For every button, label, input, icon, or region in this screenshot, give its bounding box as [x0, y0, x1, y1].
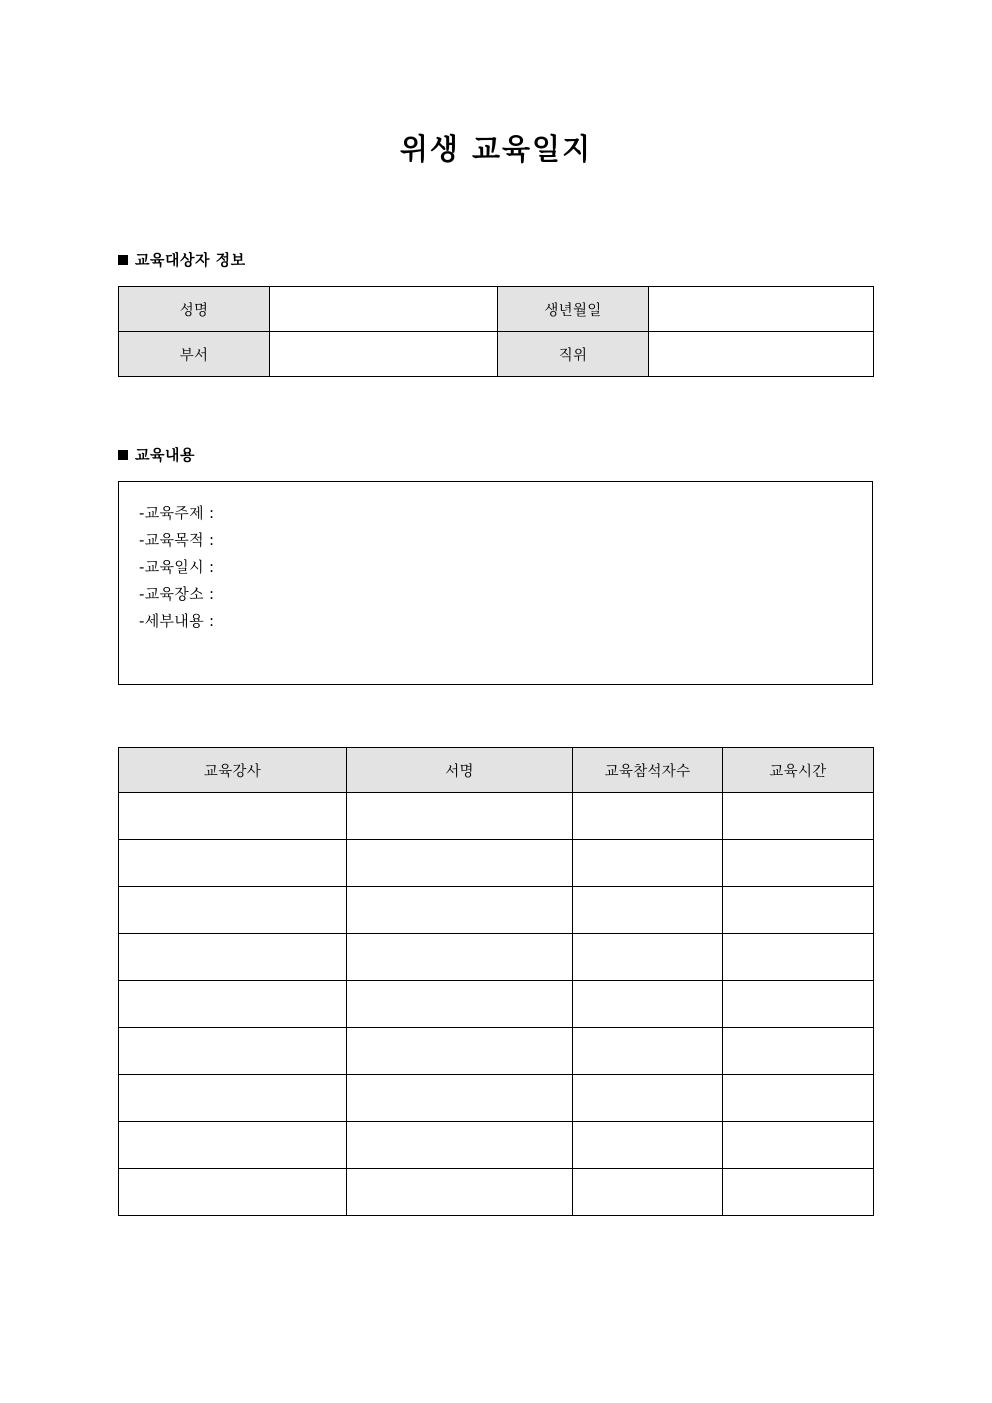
- column-header-instructor: 교육강사: [119, 748, 347, 793]
- section-heading-label: 교육대상자 정보: [135, 251, 246, 269]
- list-item: -교육장소 :: [139, 585, 215, 603]
- section-heading-education-content: [118, 444, 195, 465]
- input-cell-instructor[interactable]: [119, 1122, 347, 1169]
- column-header-signature: 서명: [347, 748, 573, 793]
- table-row: [119, 840, 874, 887]
- trainee-info-table: [118, 286, 874, 377]
- input-cell-education-hours[interactable]: [723, 793, 874, 840]
- instructor-log-table: [118, 747, 874, 1216]
- input-cell-instructor[interactable]: [119, 887, 347, 934]
- input-cell-education-hours[interactable]: [723, 840, 874, 887]
- table-row: [119, 332, 874, 377]
- table-row: [119, 1169, 874, 1216]
- table-row: [119, 934, 874, 981]
- column-header-education-hours: 교육시간: [723, 748, 874, 793]
- input-cell-education-hours[interactable]: [723, 1075, 874, 1122]
- bullet-square-icon: [118, 450, 128, 460]
- table-row: [119, 1028, 874, 1075]
- section-heading-trainee-info: [118, 249, 246, 270]
- input-cell-education-hours[interactable]: [723, 1028, 874, 1075]
- input-cell-instructor[interactable]: [119, 1028, 347, 1075]
- input-cell-attendee-count[interactable]: [573, 1169, 723, 1216]
- input-cell-department[interactable]: [270, 332, 498, 377]
- label-cell-position: 직위: [498, 332, 649, 377]
- input-cell-instructor[interactable]: [119, 840, 347, 887]
- label-cell-birthdate: 생년월일: [498, 287, 649, 332]
- input-cell-instructor[interactable]: [119, 934, 347, 981]
- input-cell-instructor[interactable]: [119, 1169, 347, 1216]
- table-header-row: [119, 748, 874, 793]
- section-heading-label: 교육내용: [135, 446, 195, 464]
- input-cell-signature[interactable]: [347, 981, 573, 1028]
- input-cell-signature[interactable]: [347, 934, 573, 981]
- table-row: [119, 981, 874, 1028]
- input-cell-signature[interactable]: [347, 1169, 573, 1216]
- input-cell-attendee-count[interactable]: [573, 1122, 723, 1169]
- bullet-square-icon: [118, 255, 128, 265]
- input-cell-attendee-count[interactable]: [573, 1075, 723, 1122]
- input-cell-attendee-count[interactable]: [573, 934, 723, 981]
- list-item: -교육주제 :: [139, 504, 215, 522]
- list-item: -세부내용 :: [139, 612, 215, 630]
- input-cell-signature[interactable]: [347, 793, 573, 840]
- input-cell-attendee-count[interactable]: [573, 887, 723, 934]
- education-content-box[interactable]: [118, 481, 873, 685]
- input-cell-birthdate[interactable]: [649, 287, 874, 332]
- input-cell-signature[interactable]: [347, 1122, 573, 1169]
- input-cell-signature[interactable]: [347, 840, 573, 887]
- input-cell-education-hours[interactable]: [723, 981, 874, 1028]
- input-cell-education-hours[interactable]: [723, 1169, 874, 1216]
- input-cell-signature[interactable]: [347, 887, 573, 934]
- education-content-line-list: [119, 482, 872, 635]
- input-cell-education-hours[interactable]: [723, 1122, 874, 1169]
- input-cell-name[interactable]: [270, 287, 498, 332]
- input-cell-signature[interactable]: [347, 1028, 573, 1075]
- table-row: [119, 793, 874, 840]
- list-item: -교육일시 :: [139, 558, 215, 576]
- input-cell-position[interactable]: [649, 332, 874, 377]
- input-cell-education-hours[interactable]: [723, 887, 874, 934]
- table-row: [119, 287, 874, 332]
- column-header-attendee-count: 교육참석자수: [573, 748, 723, 793]
- table-row: [119, 887, 874, 934]
- input-cell-instructor[interactable]: [119, 793, 347, 840]
- input-cell-attendee-count[interactable]: [573, 793, 723, 840]
- input-cell-attendee-count[interactable]: [573, 840, 723, 887]
- input-cell-education-hours[interactable]: [723, 934, 874, 981]
- input-cell-signature[interactable]: [347, 1075, 573, 1122]
- input-cell-instructor[interactable]: [119, 981, 347, 1028]
- label-cell-name: 성명: [119, 287, 270, 332]
- table-row: [119, 1122, 874, 1169]
- label-cell-department: 부서: [119, 332, 270, 377]
- instructor-log-body: [119, 793, 874, 1216]
- input-cell-instructor[interactable]: [119, 1075, 347, 1122]
- input-cell-attendee-count[interactable]: [573, 1028, 723, 1075]
- table-row: [119, 1075, 874, 1122]
- list-item: -교육목적 :: [139, 531, 215, 549]
- input-cell-attendee-count[interactable]: [573, 981, 723, 1028]
- page-title: 위생 교육일지: [399, 132, 593, 166]
